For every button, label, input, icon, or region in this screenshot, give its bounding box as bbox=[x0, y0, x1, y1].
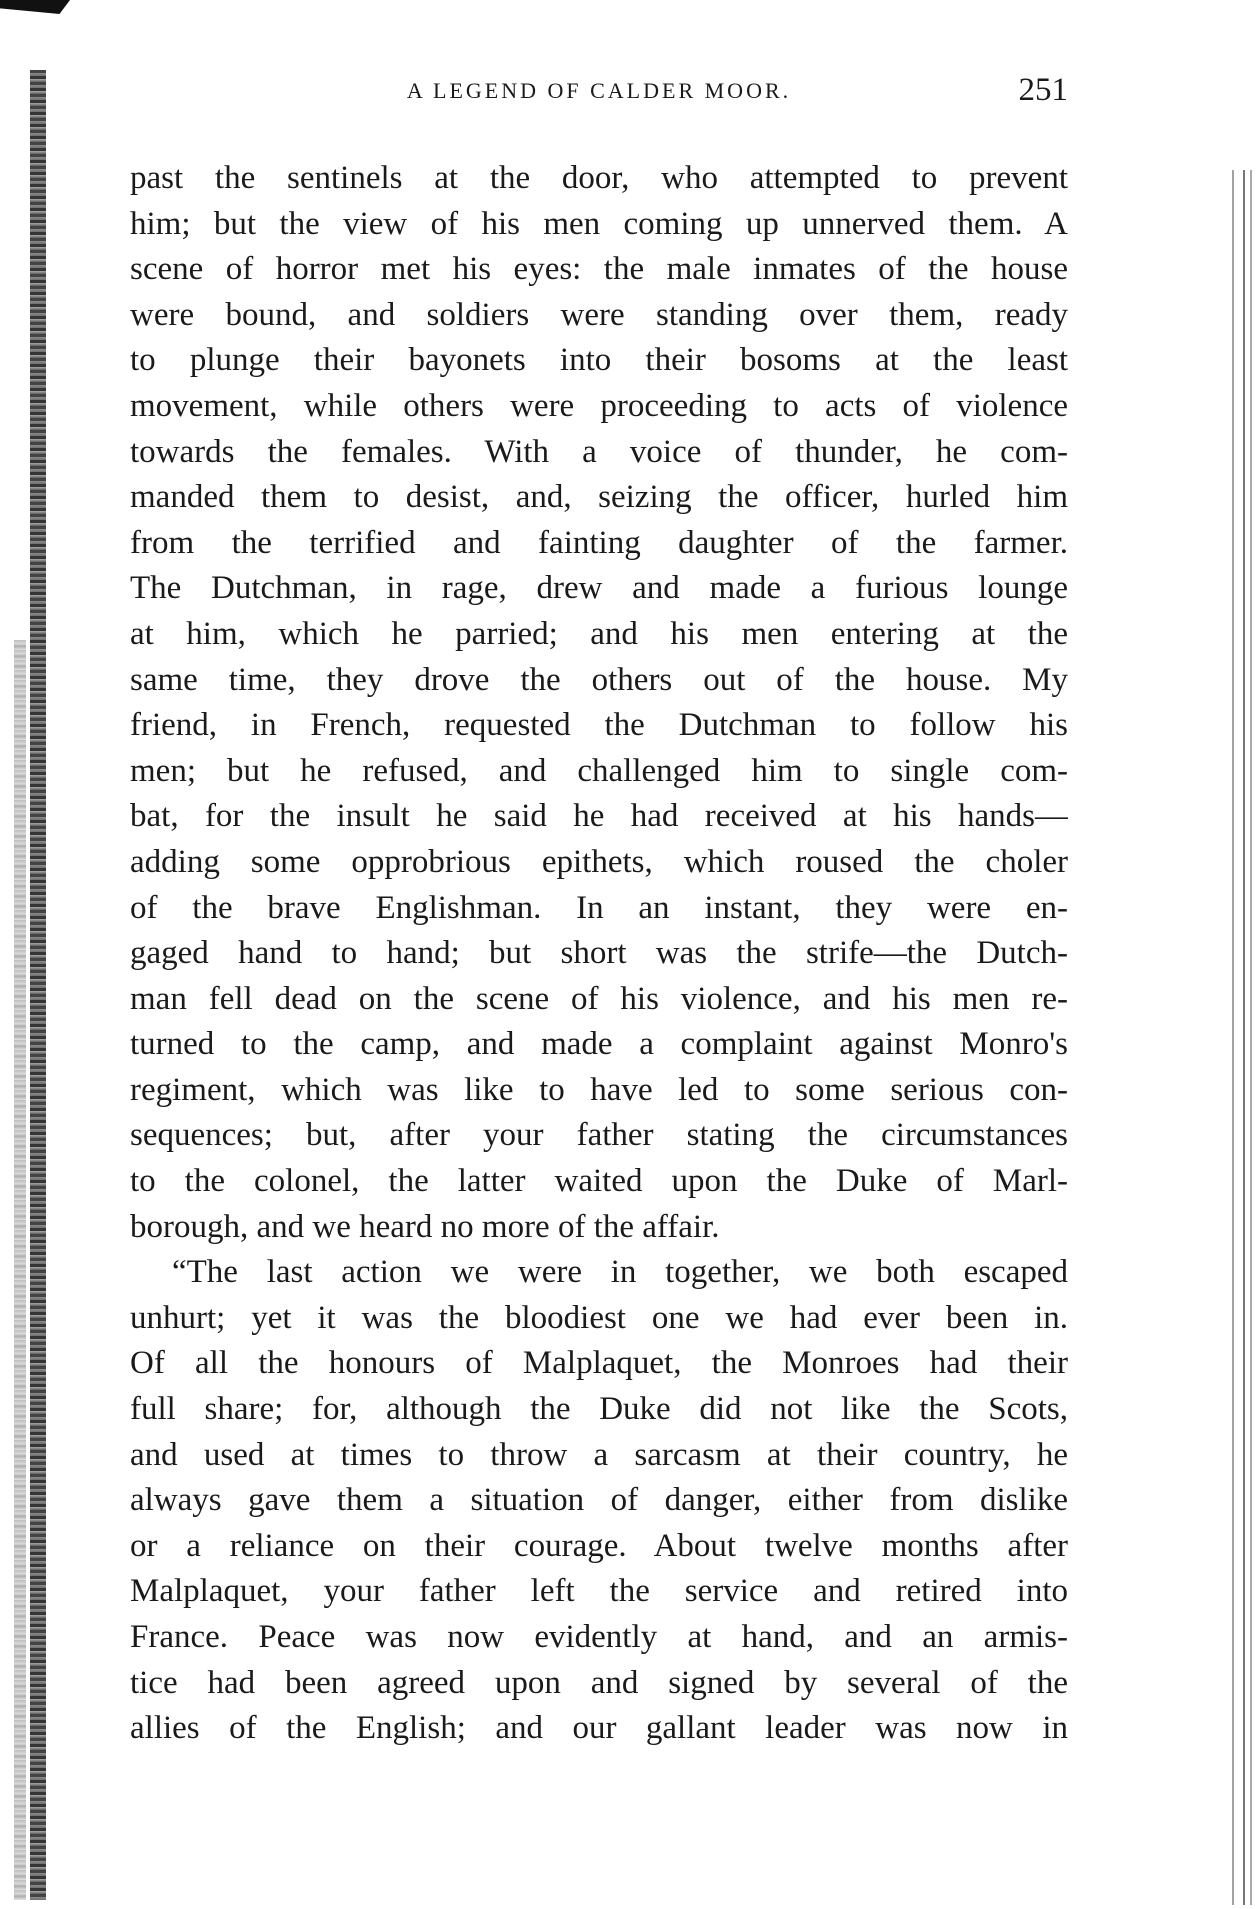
text-line: from the terrified and fainting daughter of the farmer. bbox=[130, 524, 1068, 561]
text-line: or a reliance on their courage. About twelve months after bbox=[130, 1527, 1068, 1564]
text-line: towards the females. With a voice of thunder, he com- bbox=[130, 433, 1068, 470]
text-line: turned to the camp, and made a complaint against Monro's bbox=[130, 1026, 1068, 1063]
text-line: unhurt; yet it was the bloodiest one we had ever been in. bbox=[130, 1299, 1068, 1336]
text-line: Of all the honours of Malplaquet, the Monroes had their bbox=[130, 1345, 1068, 1382]
text-line: him; but the view of his men coming up unnerved them. A bbox=[130, 205, 1068, 242]
text-line: and used at times to throw a sarcasm at their country, he bbox=[130, 1436, 1068, 1473]
binding-edge-shadow bbox=[14, 640, 26, 1900]
text-line: of the brave Englishman. In an instant, they were en- bbox=[130, 889, 1068, 926]
text-line: regiment, which was like to have led to some serious con- bbox=[130, 1071, 1068, 1108]
text-line: to the colonel, the latter waited upon the Duke of Marl- bbox=[130, 1163, 1068, 1200]
text-line: man fell dead on the scene of his violence, and his men re- bbox=[130, 980, 1068, 1017]
running-head bbox=[130, 72, 1068, 112]
text-line: The Dutchman, in rage, drew and made a furious lounge bbox=[130, 570, 1068, 607]
text-line: sequences; but, after your father stating the circumstances bbox=[130, 1117, 1068, 1154]
text-line: always gave them a situation of danger, either from dislike bbox=[130, 1482, 1068, 1519]
page-edge-line bbox=[1232, 170, 1234, 1905]
text-line: men; but he refused, and challenged him to single com- bbox=[130, 752, 1068, 789]
text-line: allies of the English; and our gallant leader was now in bbox=[130, 1710, 1068, 1747]
body-text bbox=[130, 156, 1068, 1752]
page-edge-line bbox=[1243, 170, 1245, 1905]
text-line: past the sentinels at the door, who attempted to prevent bbox=[130, 160, 1068, 196]
text-line: friend, in French, requested the Dutchman to follow his bbox=[130, 707, 1068, 744]
paragraph-start-line: “The last action we were in together, we both escaped bbox=[172, 1254, 1068, 1291]
page-edge-line bbox=[1250, 170, 1252, 1905]
text-line: Malplaquet, your father left the service and retired into bbox=[130, 1573, 1068, 1610]
text-line: France. Peace was now evidently at hand, and an armis- bbox=[130, 1619, 1068, 1655]
text-line: were bound, and soldiers were standing over them, ready bbox=[130, 296, 1068, 333]
text-line: tice had been agreed upon and signed by several of the bbox=[130, 1664, 1068, 1701]
text-line: scene of horror met his eyes: the male inmates of the house bbox=[130, 251, 1068, 288]
text-line: to plunge their bayonets into their bosoms at the least bbox=[130, 342, 1068, 379]
text-line: same time, they drove the others out of the house. My bbox=[130, 661, 1068, 698]
text-line: bat, for the insult he said he had received at his hands— bbox=[130, 798, 1068, 835]
text-line: adding some opprobrious epithets, which roused the choler bbox=[130, 843, 1068, 880]
paragraph-end-line: borough, and we heard no more of the affair. bbox=[130, 1208, 720, 1245]
text-line: gaged hand to hand; but short was the strife—the Dutch- bbox=[130, 935, 1068, 972]
text-line: full share; for, although the Duke did not like the Scots, bbox=[130, 1391, 1068, 1428]
text-line: manded them to desist, and, seizing the officer, hurled him bbox=[130, 479, 1068, 516]
binding-edge bbox=[30, 70, 46, 1900]
text-line: at him, which he parried; and his men entering at the bbox=[130, 615, 1068, 652]
scan-corner-mark bbox=[0, 0, 70, 14]
page-number: 251 bbox=[1018, 72, 1068, 108]
text-line: movement, while others were proceeding to acts of violence bbox=[130, 387, 1068, 424]
running-title: A LEGEND OF CALDER MOOR. bbox=[406, 78, 792, 103]
